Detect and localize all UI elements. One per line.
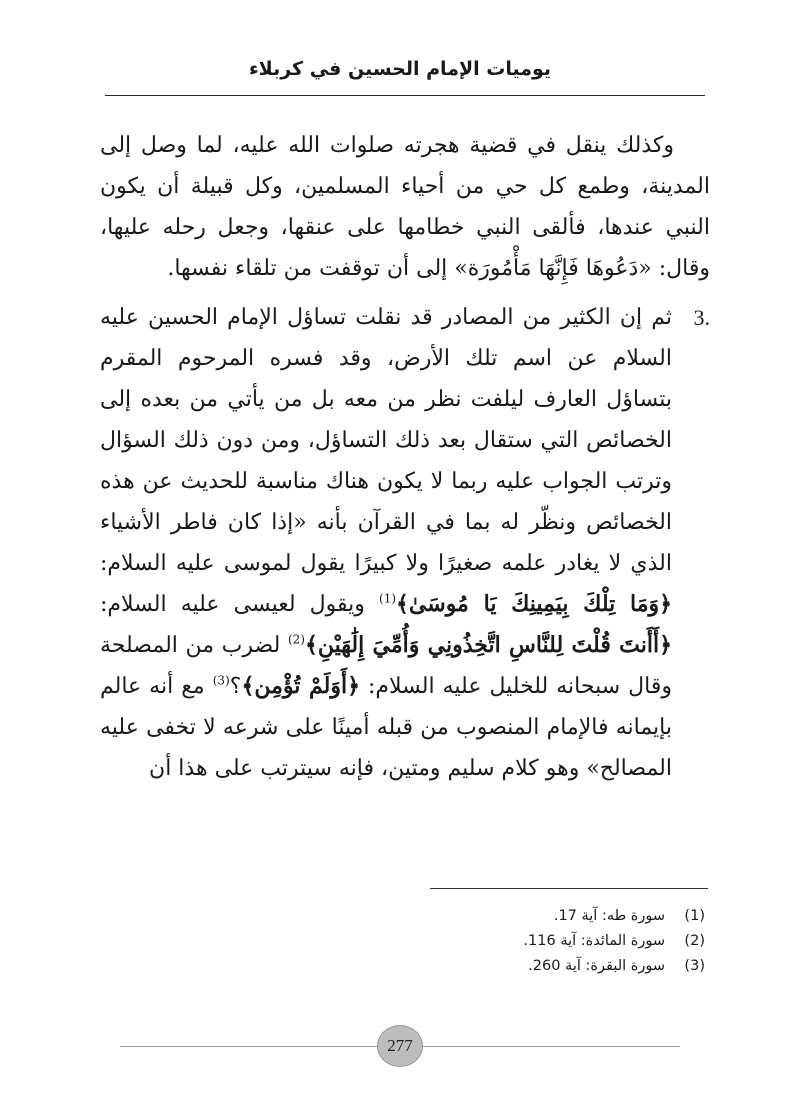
list-item-number: 3.: [693, 305, 710, 330]
quran-quote-musa: ﴿وَمَا تِلْكَ بِيَمِينِكَ يَا مُوسَىٰ﴾: [396, 591, 672, 617]
footnote-ref-3[interactable]: (3): [212, 673, 230, 688]
item3-text-part2: ويقول لعيسى عليه السلام:: [100, 592, 365, 617]
item3-text-part3: لضرب من المصلحة وقال سبحانه للخليل عليه السلام:: [100, 633, 672, 699]
running-header-title: يوميات الإمام الحسين في كربلاء: [248, 58, 552, 80]
list-item-text: [100, 297, 672, 789]
footnote-divider: [430, 888, 708, 889]
header-divider: [105, 95, 705, 96]
footnote-number: (2): [684, 932, 705, 949]
paragraph-hijra: وكذلك ينقل في قضية هجرته صلوات الله عليه، لما وصل إلى المدينة، وطمع كل حي من أحياء المسلمين، وكل قبيلة أن يكون النبي عندها، فألقى النبي خطامها على عنقها، وجعل رحله عليها، وقال: «دَعُوهَا فَإِنَّهَا مَأْمُورَة» إلى أن توقفت من تلقاء نفسها.: [100, 133, 710, 281]
footnote-number: (3): [684, 957, 705, 974]
footnote-text: سورة المائدة: آية 116.: [523, 932, 665, 949]
footnote-ref-2[interactable]: (2): [287, 632, 305, 647]
footnote: [100, 903, 705, 928]
question-mark: ؟: [229, 674, 242, 699]
page-number: 277: [377, 1025, 423, 1067]
quran-quote-khalil: ﴿أَوَلَمْ تُؤْمِن﴾: [241, 673, 360, 699]
footnote-text: سورة طه: آية 17.: [553, 907, 665, 924]
footnote: [100, 953, 705, 978]
page-body: [100, 125, 710, 789]
footer-rule-right: [422, 1046, 680, 1047]
item3-text-part1: ثم إن الكثير من المصادر قد نقلت تساؤل الإمام الحسين عليه السلام عن اسم تلك الأرض، وقد فسره المرحوم المقرم بتساؤل العارف ليلفت نظر من معه بل من يأتي من بعده إلى الخصائص التي ستقال بعد ذلك التساؤل، ومن دون ذلك السؤال وترتب الجواب عليه ربما لا يكون هناك مناسبة للحديث عن هذه الخصائص ونظّر له بما في القرآن بأنه «إذا كان فاطر الأشياء الذي لا يغادر علمه صغيرًا ولا كبيرًا يقول لموسى عليه السلام:: [100, 305, 672, 576]
item3-text-part4: مع أنه عالم بإيمانه فالإمام المنصوب من قبله أمينًا على شرعه لا تخفى عليه المصالح» وهو كلام سليم ومتين، فإنه سيترتب على هذا أن: [100, 674, 672, 781]
footnote: [100, 928, 705, 953]
footnotes: [100, 903, 705, 978]
list-item-3: [100, 297, 710, 789]
footer-rule-left: [120, 1046, 378, 1047]
footnote-number: (1): [684, 907, 705, 924]
footnote-ref-1[interactable]: (1): [379, 591, 397, 606]
footnote-text: سورة البقرة: آية 260.: [528, 957, 665, 974]
quran-quote-isa: ﴿أَأَنتَ قُلْتَ لِلنَّاسِ اتَّخِذُونِي وَأُمِّيَ إِلَٰهَيْنِ﴾: [304, 632, 672, 658]
